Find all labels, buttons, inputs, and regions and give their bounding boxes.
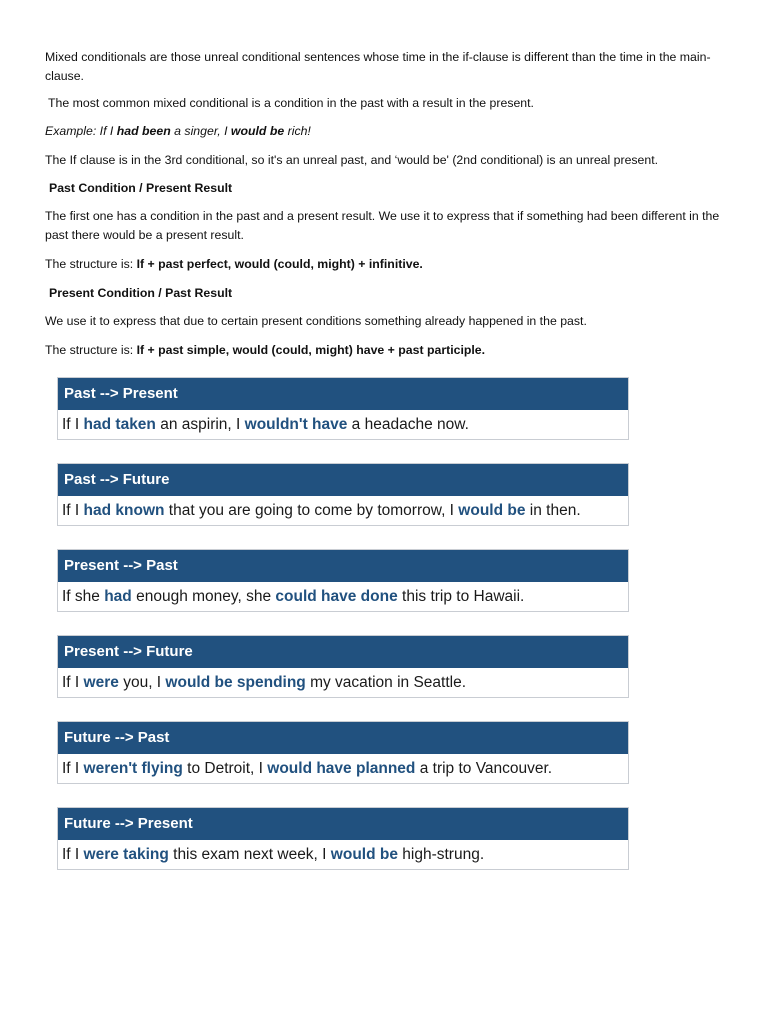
example-card-future-past xyxy=(57,721,629,784)
example-card-past-present xyxy=(57,377,629,440)
section-heading-past-present: Past Condition / Present Result xyxy=(49,181,233,195)
card-sentence: If she had enough money, she could have done this trip to Hawaii. xyxy=(62,588,525,605)
card-sentence: If I weren't flying to Detroit, I would have planned a trip to Vancouver. xyxy=(62,760,553,777)
explanation-paragraph: The If clause is in the 3rd conditional, so it's an unreal past, and ‘would be' (2nd conditional) is an unreal present. xyxy=(45,153,659,167)
card-sentence: If I had taken an aspirin, I wouldn't have a headache now. xyxy=(62,416,469,433)
section1-structure: The structure is: If + past perfect, would (could, might) + infinitive. xyxy=(45,257,423,271)
card-title: Future --> Past xyxy=(58,722,628,754)
card-title: Present --> Past xyxy=(58,550,628,582)
section2-paragraph: We use it to express that due to certain present conditions something already happened in the past. xyxy=(45,314,587,328)
card-title: Past --> Future xyxy=(58,464,628,496)
intro-paragraph: Mixed conditionals are those unreal conditional sentences whose time in the if-clause is different than the time in the main-clause. xyxy=(45,50,711,83)
example-card-present-past xyxy=(57,549,629,612)
section-heading-present-past: Present Condition / Past Result xyxy=(49,286,233,300)
example-card-past-future xyxy=(57,463,629,526)
card-title: Present --> Future xyxy=(58,636,628,668)
card-sentence: If I had known that you are going to come by tomorrow, I would be in then. xyxy=(62,502,581,519)
card-title: Past --> Present xyxy=(58,378,628,410)
card-sentence: If I were taking this exam next week, I would be high-strung. xyxy=(62,846,485,863)
example-sentence: Example: If I had been a singer, I would be rich! xyxy=(45,124,311,138)
common-mixed-paragraph: The most common mixed conditional is a condition in the past with a result in the present. xyxy=(48,96,534,110)
section1-paragraph: The first one has a condition in the past and a present result. We use it to express that if something had been different in the past there would be a present result. xyxy=(45,209,720,242)
example-card-present-future xyxy=(57,635,629,698)
example-card-future-present xyxy=(57,807,629,870)
card-sentence: If I were you, I would be spending my vacation in Seattle. xyxy=(62,674,467,691)
section2-structure: The structure is: If + past simple, would (could, might) have + past participle. xyxy=(45,343,486,357)
card-title: Future --> Present xyxy=(58,808,628,840)
